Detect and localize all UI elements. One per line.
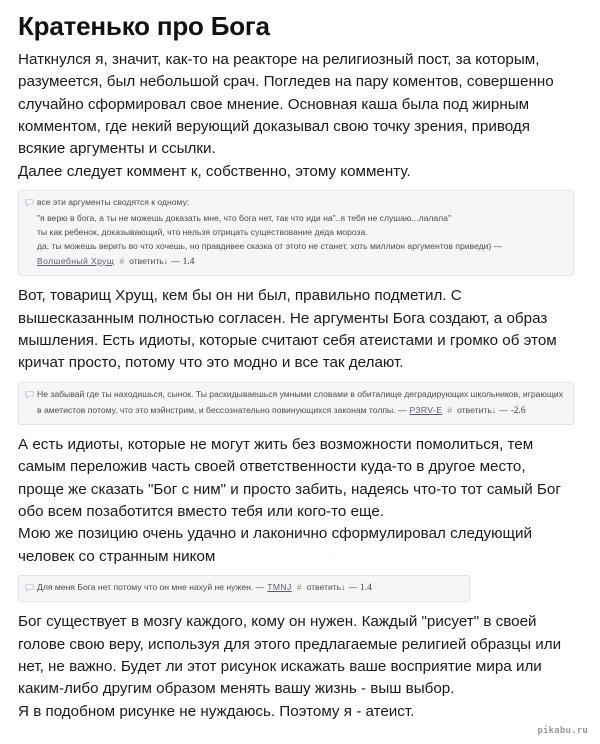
comment-1-reply-link[interactable]: ответить↓ — [129, 255, 169, 266]
comment-1-permalink-hash[interactable]: # — [119, 255, 125, 266]
post-body-paragraph-3: А есть идиоты, которые не могут жить без возможности помолиться, тем самым переложив часть своей ответственности куда-то в другое место, проще же сказать "Бог с ним" и просто забить, надеясь что-то тот самый Бог обо всем позаботится вместо тебя или кого-то еще. — [18, 435, 561, 521]
post-intro-block — [18, 49, 574, 183]
comment-1-score: 1.4 — [182, 256, 195, 267]
comment-3-text-1: Для меня Бога нет потому что он мне нахуй не нужен. — — [37, 582, 265, 593]
speech-bubble-icon — [25, 389, 34, 403]
comment-1-line-4: да, ты можешь верить во что хочешь, но правдивее сказка от этого не станет, хоть миллион аргументов приведи) — — [37, 240, 503, 251]
comment-2-permalink-hash[interactable]: # — [447, 404, 453, 415]
site-watermark: pikabu.ru — [537, 726, 588, 736]
post-body-paragraph-2: Вот, товарищ Хрущ, кем бы он ни был, правильно подметил. С вышесказанным полностью согласен. Не аргументы Бога создают, а образ мышления. Есть идиоты, которые считают себя атеистами и громко об этом кричат просто, потому что это модно и все так делают. — [18, 287, 557, 372]
comment-2-text-2: в аметистов потому, что это мэйнстрим, и бессознательно повинующихся законам толпы. — — [37, 404, 407, 415]
comment-2-author-link[interactable]: P3RV-E — [409, 404, 443, 415]
comment-card-3[interactable] — [18, 575, 470, 602]
speech-bubble-icon — [25, 582, 34, 596]
comment-3-meta — [25, 580, 461, 596]
comment-2-reply-link[interactable]: ответить↓ — [457, 404, 497, 415]
comment-3-reply-link[interactable]: ответить↓ — [306, 582, 346, 593]
post-intro-paragraph-2: Далее следует коммент к, собственно, этому комменту. — [18, 162, 411, 180]
post-intro-paragraph: Наткнулся я, значит, как-то на реакторе на религиозный пост, за которым, разумеется, был небольшой срач. Погледев на пару коментов, совершенно случайно сформировал свое мнение. Основная каша была под жирным комментом, где некий верующий доказывал свою точку зрения, приводя всякие аргументы и ссылки. — [18, 50, 554, 158]
comment-1-meta — [25, 253, 565, 270]
post-body-block-2 — [18, 285, 574, 374]
comment-card-1[interactable] — [18, 190, 574, 276]
comment-1-dash: — — [171, 255, 180, 266]
comment-2-text-1: Не забывай где ты находишься, сынок. Ты раскидываешься умными словами в обиталище деградирующих школьников, играющих — [37, 388, 564, 399]
speech-bubble-icon — [25, 197, 34, 211]
comment-1-text-1: все эти аргументы сводятся к одному: — [37, 196, 190, 207]
comment-3-dash: — — [348, 582, 358, 593]
comment-1-line-2: "я верю в бога, а ты не можешь доказать мне, что бога нет, так что иди на"..я тебя не слушаю...лалала" — [37, 212, 452, 223]
comment-1-author-link[interactable]: Волшебный Хрущ — [37, 255, 115, 266]
comment-2-line-1 — [25, 387, 565, 403]
comment-card-2[interactable] — [18, 382, 574, 425]
post-body-block-3 — [18, 434, 574, 568]
post-body-paragraph-4: Мою же позицию очень удачно и лаконично сформулировал следующий человек со странным ником — [18, 525, 532, 565]
comment-2-score: -2.6 — [510, 405, 526, 416]
post-body-paragraph-6: Я в подобном рисунке не нуждаюсь. Поэтому я - атеист. — [18, 702, 415, 720]
page-title: Кратенько про Бога — [18, 11, 270, 41]
comment-1-line-3: ты как ребенок, доказывающий, что нельзя отрицать существование деда мороза. — [37, 226, 368, 237]
comment-2-dash: — — [499, 404, 508, 415]
post-body-paragraph-5: Бог существует в мозгу каждого, кому он нужен. Каждый "рисует" в своей голове свою веру, используя для этого предлагаемые религией образцы или нет, не важно. Будет ли этот рисунок искажать ваше восприятие мира или каким-либо другим образом менять вашу жизнь - выш выбор. — [18, 613, 562, 698]
comment-3-permalink-hash[interactable]: # — [296, 582, 302, 593]
scan-artifact: .. — [330, 553, 338, 560]
comment-3-score: 1.4 — [360, 583, 372, 594]
post-body-block-5 — [18, 611, 574, 723]
comment-3-author-link[interactable]: TMNJ — [267, 582, 292, 593]
comment-2-meta — [25, 403, 565, 419]
comment-1-line-1 — [25, 195, 565, 211]
